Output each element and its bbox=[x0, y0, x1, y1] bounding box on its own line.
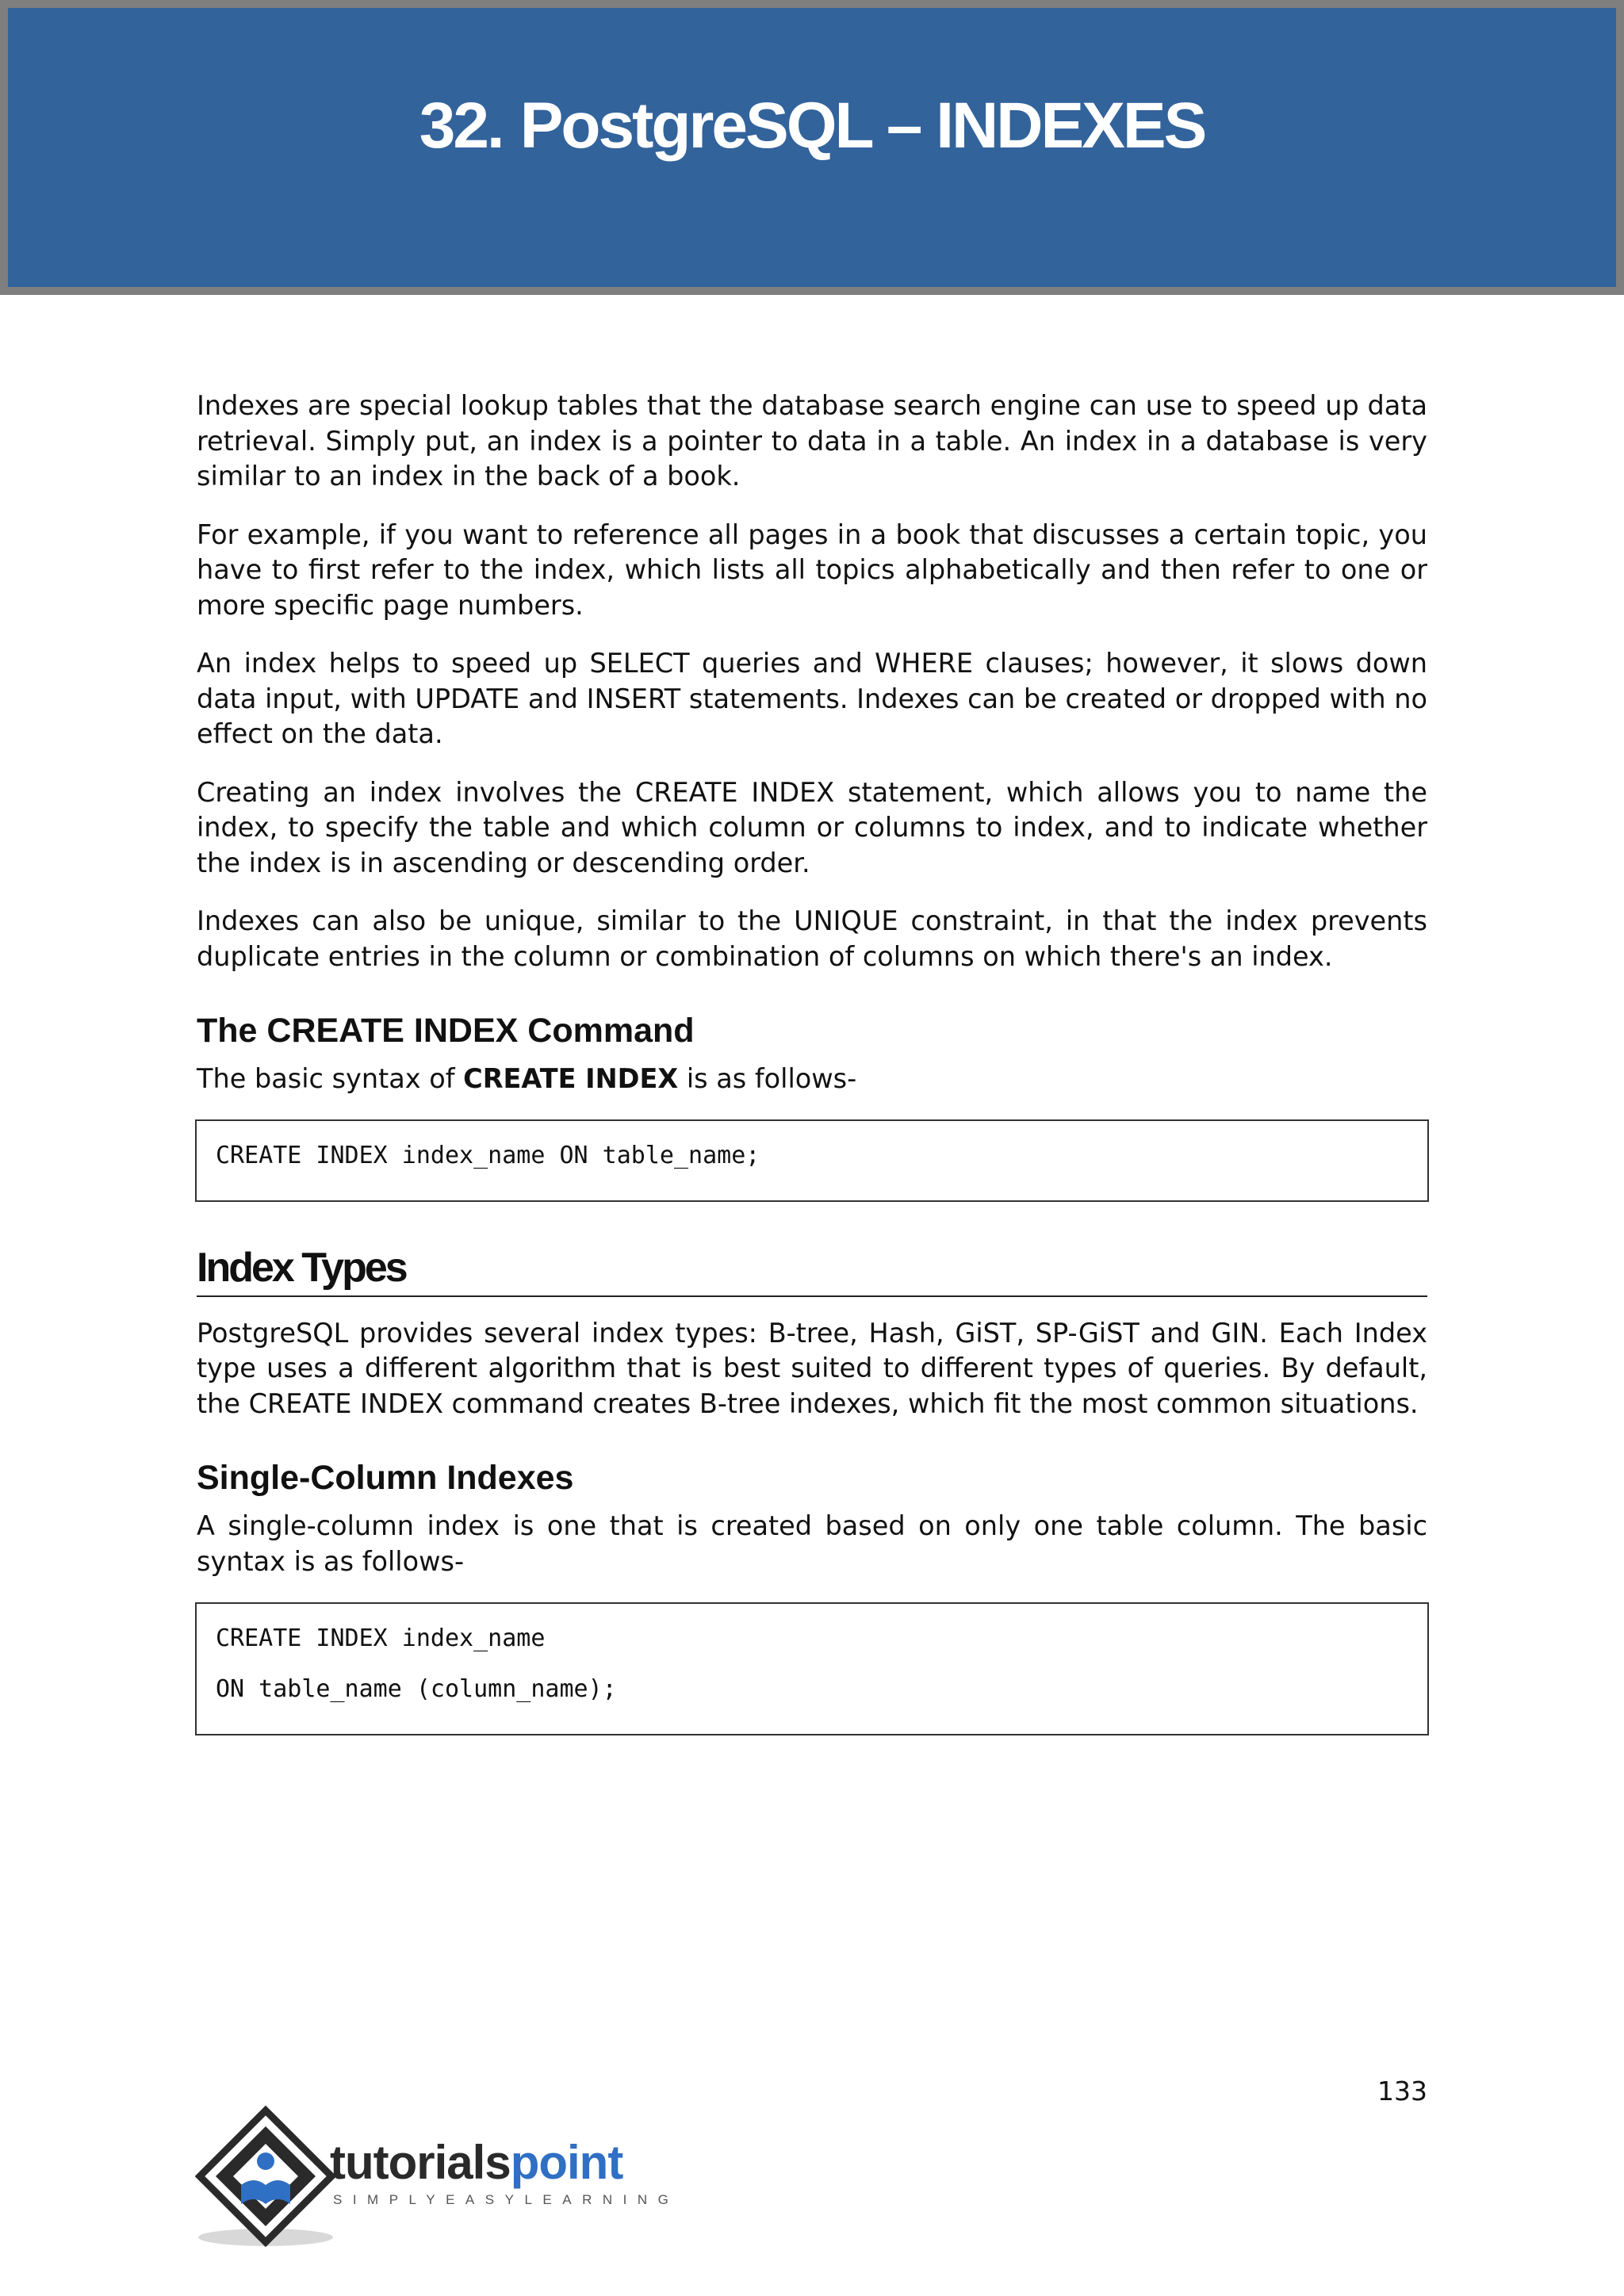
single-column-heading: Single-Column Indexes bbox=[197, 1459, 574, 1497]
syntax-text-after: is as follows- bbox=[678, 1063, 857, 1094]
chapter-banner bbox=[0, 0, 1624, 295]
create-index-code-block bbox=[195, 1119, 1429, 1202]
single-column-code-block bbox=[195, 1602, 1429, 1735]
intro-paragraph: An index helps to speed up SELECT queries and WHERE clauses; however, it slows down data input, with UPDATE and INSERT statements. Indexes can be created or dropped with no effect on the data. bbox=[197, 648, 1427, 749]
intro-paragraph: Indexes can also be unique, similar to the UNIQUE constraint, in that the index prevents duplicate entries in the column or combination of columns on which there's an index. bbox=[197, 905, 1427, 972]
logo-word-point: point bbox=[510, 2136, 623, 2189]
index-types-paragraph: PostgreSQL provides several index types: B-tree, Hash, GiST, SP-GiST and GIN. Each Index type uses a different algorithm that is best suited to different types of queries. By default, the CREATE INDEX command creates B-tree indexes, which fit the most common situations. bbox=[197, 1317, 1427, 1419]
intro-paragraph: For example, if you want to reference all pages in a book that discusses a certain topic, you have to first refer to the index, which lists all topics alphabetically and then refer to one or more specific page numbers. bbox=[197, 519, 1427, 621]
logo-word-tutorials: tutorials bbox=[330, 2136, 511, 2189]
chapter-title-text: PostgreSQL – INDEXES bbox=[519, 90, 1205, 162]
create-index-heading: The CREATE INDEX Command bbox=[197, 1012, 695, 1050]
logo-tagline: SIMPLYEASYLEARNING bbox=[333, 2192, 680, 2207]
index-types-heading: Index Types bbox=[197, 1243, 1427, 1297]
page-number: 133 bbox=[1377, 2076, 1427, 2107]
syntax-text-before: The basic syntax of bbox=[197, 1063, 464, 1094]
intro-paragraph: Creating an index involves the CREATE INDEX statement, which allows you to name the index, to specify the table and which column or columns to index, and to indicate whether the index is in ascending or descending order. bbox=[197, 776, 1427, 878]
code-line: CREATE INDEX index_name bbox=[216, 1624, 546, 1652]
intro-paragraph: Indexes are special lookup tables that the database search engine can use to speed up data retrieval. Simply put, an index is a pointer to data in a table. An index in a database is very similar to an index in the back of a book. bbox=[197, 390, 1427, 492]
code-line: CREATE INDEX index_name ON table_name; bbox=[216, 1141, 760, 1169]
chapter-title bbox=[8, 90, 1616, 162]
logo-mark-icon bbox=[200, 2110, 331, 2242]
create-index-syntax-intro bbox=[197, 1062, 1427, 1097]
chapter-number: 32. bbox=[419, 90, 503, 162]
syntax-keyword: CREATE INDEX bbox=[463, 1063, 679, 1094]
logo-wordmark bbox=[330, 2136, 623, 2189]
page-content bbox=[197, 388, 1427, 1758]
single-column-paragraph: A single-column index is one that is created based on only one table column. The basic syntax is as follows- bbox=[197, 1510, 1427, 1577]
tutorialspoint-logo bbox=[190, 2103, 698, 2253]
code-line: ON table_name (column_name); bbox=[216, 1675, 617, 1703]
